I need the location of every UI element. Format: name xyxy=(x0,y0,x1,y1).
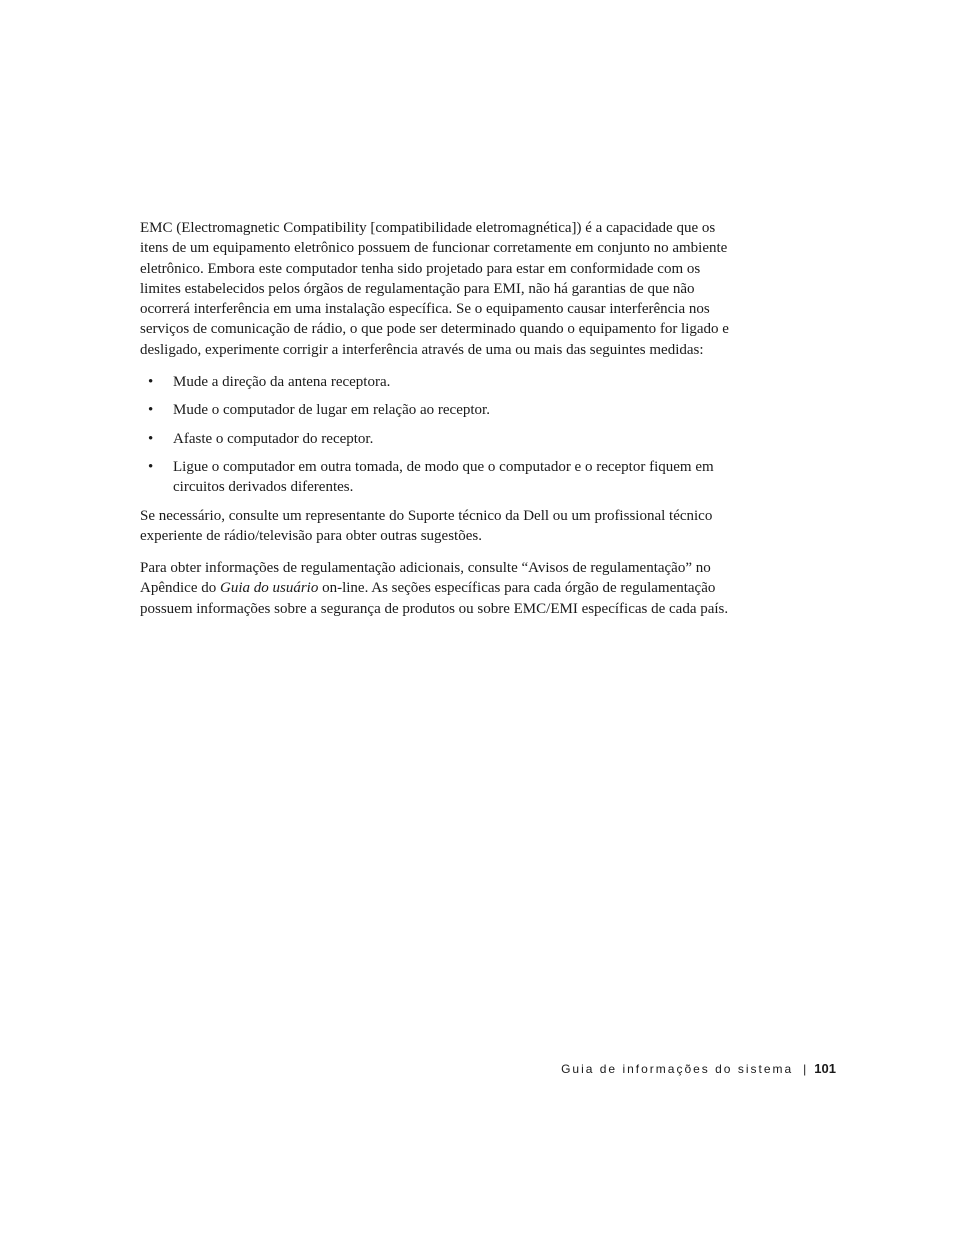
user-guide-title: Guia do usuário xyxy=(219,580,319,597)
regulatory-text-end: on-line. As seções específicas para cada órgão de regulamentação possuem informações sobre a segurança de produtos ou sobre EMC/EMI específicas de cada país. xyxy=(140,580,729,617)
footer-title: Guia de informações do sistema xyxy=(561,1061,794,1076)
bullet-icon: • xyxy=(148,374,154,391)
intro-paragraph: EMC (Electromagnetic Compatibility [compatibilidade eletromagnética]) é a capacidade que os itens de um equipamento eletrônico possuem de funcionar corretamente em conjunto no ambiente eletrônico. Embora este computador tenha sido projetado para estar em conformidade com os limites estabelecidos pelos órgãos de regulamentação para EMI, não há garantias de que não ocorrerá interferência em uma instalação específica. Se o equipamento causar interferência nos serviços de comunicação de rádio, o que pode ser determinado quando o equipamento for ligado e desligado, experimente corrigir a interferência através de uma ou mais das seguintes medidas: xyxy=(140,220,729,358)
regulatory-text-start: Para obter informações de regulamentação adicionais, consulte “Avisos de regulamentação” no Apêndice do xyxy=(140,560,711,597)
list-item xyxy=(140,457,740,498)
list-item xyxy=(140,400,740,420)
page-content xyxy=(140,218,740,619)
page-footer xyxy=(561,1061,836,1076)
list-item xyxy=(140,429,740,449)
bullet-icon: • xyxy=(148,458,154,475)
page-number: 101 xyxy=(814,1061,836,1076)
list-item-text: Afaste o computador do receptor. xyxy=(173,430,374,447)
list-item-text: Mude o computador de lugar em relação ao receptor. xyxy=(173,402,490,419)
regulatory-paragraph xyxy=(140,558,740,619)
measures-list xyxy=(140,372,740,497)
bullet-icon: • xyxy=(148,430,154,447)
footer-separator: | xyxy=(803,1061,807,1076)
list-item xyxy=(140,372,740,392)
bullet-icon: • xyxy=(148,402,154,419)
list-item-text: Mude a direção da antena receptora. xyxy=(173,374,391,391)
list-item-text: Ligue o computador em outra tomada, de modo que o computador e o receptor fiquem em circuitos derivados diferentes. xyxy=(173,458,714,496)
support-paragraph: Se necessário, consulte um representante do Suporte técnico da Dell ou um profissional técnico experiente de rádio/televisão para obter outras sugestões. xyxy=(140,507,713,544)
